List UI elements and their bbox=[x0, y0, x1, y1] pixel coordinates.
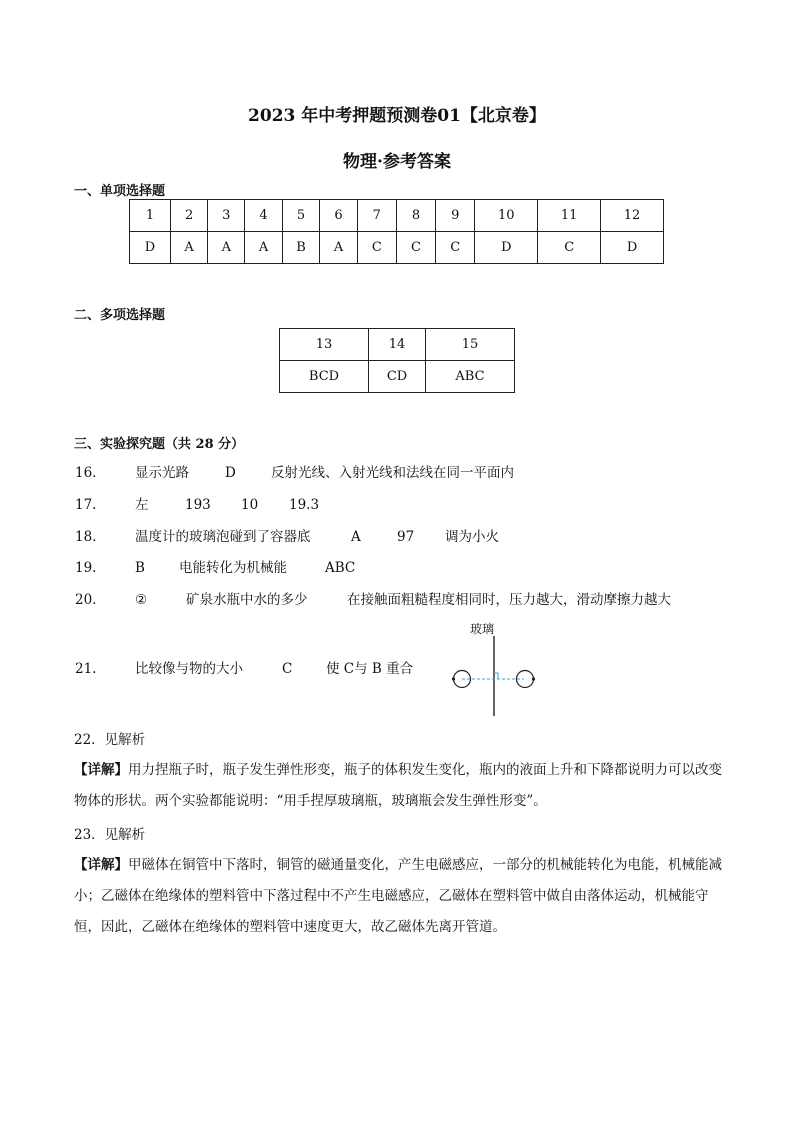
answer-text: C bbox=[282, 661, 293, 677]
table-cell: 11 bbox=[538, 200, 601, 232]
single-choice-answer-table bbox=[129, 199, 664, 264]
table-row-numbers bbox=[280, 329, 515, 361]
answer-text: 在接触面粗糙程度相同时，压力越大，滑动摩擦力越大 bbox=[347, 592, 671, 608]
multiple-choice-answer-table bbox=[279, 328, 515, 393]
section-heading-experiments: 三、实验探究题（共 28 分） bbox=[74, 437, 245, 452]
question-number: 21. bbox=[75, 661, 97, 677]
answer-text: 显示光路 bbox=[135, 465, 189, 481]
table-cell: 6 bbox=[320, 200, 357, 232]
table-cell: 5 bbox=[282, 200, 320, 232]
table-cell: 4 bbox=[245, 200, 282, 232]
table-cell: 14 bbox=[369, 329, 426, 361]
answer-22-heading: 22．见解析 bbox=[74, 732, 146, 748]
table-cell: 2 bbox=[170, 200, 207, 232]
answer-text: 10 bbox=[241, 497, 259, 513]
answer-text: 调为小火 bbox=[445, 529, 499, 545]
table-row-answers bbox=[280, 361, 515, 393]
answer-text: B bbox=[135, 560, 145, 576]
answer-23-heading: 23．见解析 bbox=[74, 827, 146, 843]
detail-tag: 【详解】 bbox=[74, 762, 128, 778]
page-subtitle: 物理·参考答案 bbox=[343, 152, 451, 172]
answer-text: ABC bbox=[325, 560, 356, 576]
table-cell: 13 bbox=[280, 329, 369, 361]
answer-text: 反射光线、入射光线和法线在同一平面内 bbox=[271, 465, 514, 481]
answer-text: 左 bbox=[135, 497, 149, 513]
diagram-label-glass: 玻璃 bbox=[470, 622, 495, 636]
answer-text: 193 bbox=[185, 497, 211, 513]
question-number: 17. bbox=[75, 497, 97, 513]
question-number: 18. bbox=[75, 529, 97, 545]
table-cell: 9 bbox=[436, 200, 475, 232]
table-row-answers bbox=[130, 232, 664, 264]
table-cell: A bbox=[245, 232, 282, 264]
answer-text: 温度计的玻璃泡碰到了容器底 bbox=[135, 529, 311, 545]
question-number: 19. bbox=[75, 560, 97, 576]
page-title: 2023 年中考押题预测卷01【北京卷】 bbox=[248, 106, 546, 126]
table-cell: C bbox=[396, 232, 435, 264]
answer-text: 电能转化为机械能 bbox=[179, 560, 287, 576]
section-heading-single-choice: 一、单项选择题 bbox=[74, 184, 166, 199]
answer-text: 使 C与 B 重合 bbox=[326, 661, 414, 677]
table-cell: C bbox=[436, 232, 475, 264]
answer-text: A bbox=[351, 529, 361, 545]
explanation-text: 用力捏瓶子时，瓶子发生弹性形变，瓶子的体积发生变化，瓶内的液面上升和下降都说明力可以改变物体的形状。两个实验都能说明：“用手捏厚玻璃瓶，玻璃瓶会发生弹性形变”。 bbox=[74, 762, 722, 809]
answer-text: 矿泉水瓶中水的多少 bbox=[186, 592, 308, 608]
table-cell: ABC bbox=[426, 361, 515, 393]
table-cell: BCD bbox=[280, 361, 369, 393]
table-cell: A bbox=[320, 232, 357, 264]
table-cell: D bbox=[130, 232, 171, 264]
table-cell: A bbox=[208, 232, 245, 264]
section-heading-multiple-choice: 二、多项选择题 bbox=[74, 308, 166, 323]
table-cell: 7 bbox=[357, 200, 396, 232]
table-cell: C bbox=[538, 232, 601, 264]
table-cell: 15 bbox=[426, 329, 515, 361]
answer-text: 19.3 bbox=[289, 497, 320, 513]
question-number: 16. bbox=[75, 465, 97, 481]
point-right bbox=[532, 677, 535, 680]
table-cell: D bbox=[601, 232, 664, 264]
table-cell: 3 bbox=[208, 200, 245, 232]
explanation-text: 甲磁体在铜管中下落时，铜管的磁通量变化，产生电磁感应，一部分的机械能转化为电能，机械能减小；乙磁体在绝缘体的塑料管中下落过程中不产生电磁感应，乙磁体在塑料管中做自由落体运动，机械能守恒，因此，乙磁体在绝缘体的塑料管中速度更大，故乙磁体先离开管道。 bbox=[74, 857, 722, 935]
plane-mirror-diagram bbox=[446, 636, 546, 718]
point-left bbox=[452, 677, 455, 680]
table-cell: 8 bbox=[396, 200, 435, 232]
answer-23-explanation bbox=[74, 850, 724, 943]
table-row-numbers bbox=[130, 200, 664, 232]
answer-text: 比较像与物的大小 bbox=[135, 661, 243, 677]
answer-text: 97 bbox=[397, 529, 415, 545]
table-cell: C bbox=[357, 232, 396, 264]
table-cell: A bbox=[170, 232, 207, 264]
answer-text: D bbox=[225, 465, 236, 481]
table-cell: CD bbox=[369, 361, 426, 393]
answer-22-explanation bbox=[74, 755, 724, 817]
table-cell: 12 bbox=[601, 200, 664, 232]
table-cell: B bbox=[282, 232, 320, 264]
table-cell: 10 bbox=[475, 200, 538, 232]
table-cell: D bbox=[475, 232, 538, 264]
answer-text: ② bbox=[135, 592, 148, 608]
table-cell: 1 bbox=[130, 200, 171, 232]
detail-tag: 【详解】 bbox=[74, 857, 128, 873]
question-number: 20. bbox=[75, 592, 97, 608]
